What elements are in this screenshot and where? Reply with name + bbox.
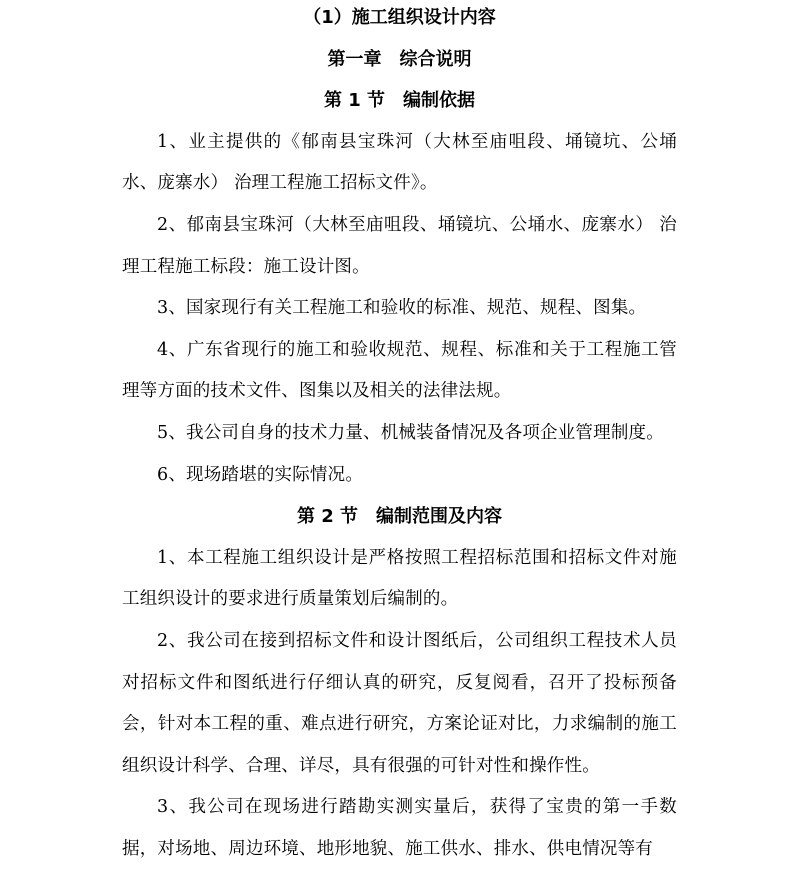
section-1-heading: 第 1 节 编制依据: [323, 90, 476, 112]
paragraph: 6、现场踏堪的实际情况。: [157, 464, 364, 485]
section-2-heading: 第 2 节 编制范围及内容: [296, 506, 503, 528]
chapter-heading: 第一章 综合说明: [327, 48, 472, 70]
paragraph: 1、业主提供的《郁南县宝珠河（大林至庙咀段、埇镜坑、公埇水、庞寨水） 治理工程施工招标文件》。: [122, 131, 677, 194]
paragraph: 5、我公司自身的技术力量、机械装备情况及各项企业管理制度。: [157, 422, 664, 443]
paragraph: 2、我公司在接到招标文件和设计图纸后，公司组织工程技术人员对招标文件和图纸进行仔细认真的研究，反复阅看，召开了投标预备会，针对本工程的重、难点进行研究，方案论证对比，力求编制的施工组织设计科学、合理、详尽，具有很强的可针对性和操作性。: [122, 630, 677, 776]
paragraph: 3、国家现行有关工程施工和验收的标准、规范、规程、图集。: [157, 298, 647, 319]
paragraph: 4、广东省现行的施工和验收规范、规程、标准和关于工程施工管理等方面的技术文件、图集以及相关的法律法规。: [122, 339, 677, 402]
paragraph: 3、我公司在现场进行踏勘实测实量后，获得了宝贵的第一手数据，对场地、周边环境、地形地貌、施工供水、排水、供电情况等有: [122, 797, 677, 859]
document-title: （1）施工组织设计内容: [303, 7, 496, 28]
paragraph: 2、郁南县宝珠河（大林至庙咀段、埇镜坑、公埇水、庞寨水） 治理工程施工标段：施工设计图。: [122, 214, 677, 277]
paragraph: 1、本工程施工组织设计是严格按照工程招标范围和招标文件对施工组织设计的要求进行质量策划后编制的。: [122, 547, 677, 610]
